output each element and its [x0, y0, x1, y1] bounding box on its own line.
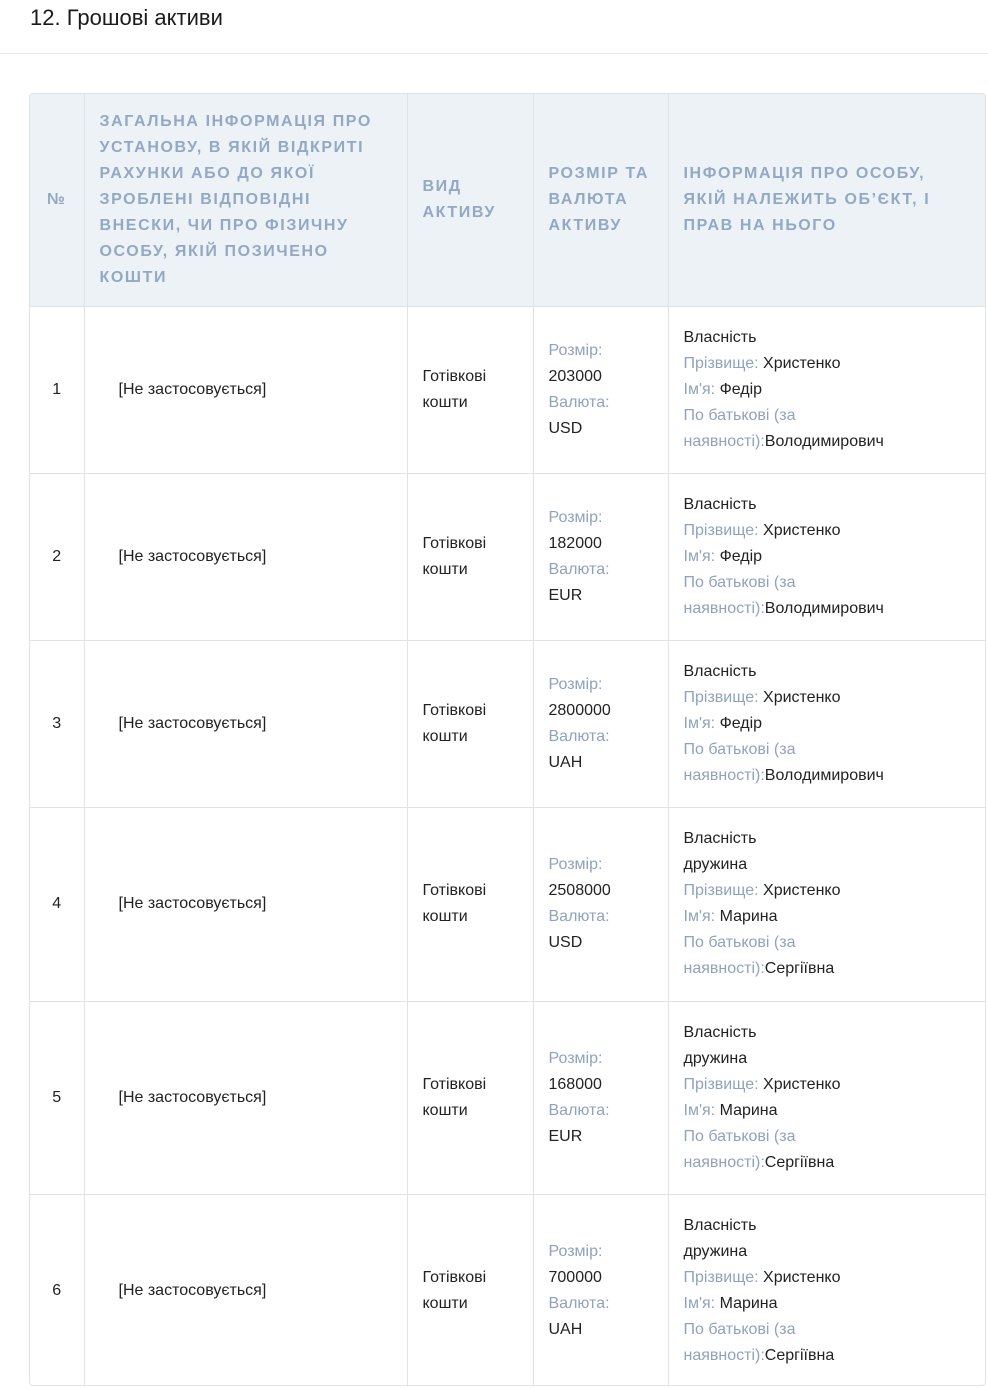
- size-value: 182000: [548, 534, 602, 552]
- cell-owner-info: [668, 807, 985, 1001]
- size-label: Розмір:: [548, 508, 603, 526]
- cell-num: 2: [30, 473, 84, 640]
- cell-amount-currency: [533, 306, 668, 473]
- patronymic-label-1: По батькові (за: [683, 1127, 796, 1145]
- name-value: Марина: [719, 1294, 778, 1312]
- ownership-label: Власність: [683, 662, 757, 680]
- cell-num: 1: [52, 380, 62, 398]
- currency-value: EUR: [548, 1127, 583, 1145]
- cell-institution: [Не застосовується]: [84, 306, 407, 473]
- surname-value: Христенко: [763, 1268, 841, 1286]
- cell-institution: [Не застосовується]: [84, 1001, 407, 1194]
- cell-institution: [Не застосовується]: [84, 640, 407, 807]
- ownership-label: Власність: [683, 495, 757, 513]
- patronymic-label-1: По батькові (за: [683, 1320, 796, 1338]
- name-label: Ім'я:: [683, 1101, 716, 1119]
- size-label: Розмір:: [548, 675, 603, 693]
- cell-num: 5: [30, 1001, 84, 1194]
- patronymic-label-2: наявності):: [683, 1153, 765, 1171]
- surname-label: Прізвище:: [683, 354, 759, 372]
- name-value: Федір: [719, 380, 763, 398]
- name-label: Ім'я:: [683, 1294, 716, 1312]
- patronymic-value: Володимирович: [764, 599, 884, 617]
- table-row: [30, 640, 985, 807]
- header-asset-type: ВИД АКТИВУ: [407, 94, 533, 306]
- section-divider: [0, 53, 988, 54]
- ownership-label: Власність: [683, 1216, 757, 1234]
- cell-institution: [Не застосовується]: [84, 807, 407, 1001]
- section-title: 12. Грошові активи: [30, 5, 223, 30]
- cell-amount-currency: [533, 807, 668, 1001]
- patronymic-label-1: По батькові (за: [683, 406, 796, 424]
- currency-label: Валюта:: [548, 908, 610, 925]
- cell-owner-info: [668, 1194, 985, 1386]
- cell-asset-type: Готівкові кошти: [407, 473, 533, 640]
- name-value: Марина: [719, 1101, 778, 1119]
- size-value: 203000: [548, 367, 602, 385]
- name-value: Марина: [719, 908, 778, 925]
- table-row: [30, 306, 985, 473]
- cell-num: 3: [30, 640, 84, 807]
- currency-value: UAH: [548, 1320, 583, 1338]
- size-value: 2508000: [548, 882, 611, 899]
- patronymic-value: Сергіївна: [764, 1346, 835, 1364]
- currency-label: Валюта:: [548, 560, 610, 578]
- owner-relation: дружина: [683, 1049, 748, 1067]
- patronymic-value: Сергіївна: [764, 1153, 835, 1171]
- patronymic-label-2: наявності):: [683, 766, 765, 784]
- cell-asset-type: Готівкові кошти: [407, 807, 533, 1001]
- cell-owner-info: [668, 473, 985, 640]
- surname-value: Христенко: [763, 354, 841, 372]
- name-label: Ім'я:: [683, 380, 716, 398]
- table-row: [30, 807, 985, 1001]
- size-label: Розмір:: [548, 341, 603, 359]
- monetary-assets-table-container: [29, 93, 986, 1386]
- size-label: Розмір:: [548, 1242, 603, 1260]
- currency-value: USD: [548, 934, 583, 951]
- cell-owner-info: [668, 1001, 985, 1194]
- patronymic-value: Володимирович: [764, 766, 884, 784]
- cell-owner-info: [668, 306, 985, 473]
- monetary-assets-table: [30, 94, 985, 1386]
- currency-label: Валюта:: [548, 393, 610, 411]
- currency-label: Валюта:: [548, 1101, 610, 1119]
- surname-label: Прізвище:: [683, 1075, 759, 1093]
- header-num: №: [30, 94, 84, 306]
- table-row: [30, 1194, 985, 1386]
- patronymic-label-1: По батькові (за: [683, 934, 796, 951]
- header-amount-currency: РОЗМІР ТА ВАЛЮТА АКТИВУ: [533, 94, 668, 306]
- header-institution: ЗАГАЛЬНА ІНФОРМАЦІЯ ПРО УСТАНОВУ, В ЯКІЙ ВІДКРИТІ РАХУНКИ АБО ДО ЯКОЇ ЗРОБЛЕНІ ВІДПОВІДНІ ВНЕСКИ, ЧИ ПРО ФІЗИЧНУ ОСОБУ, ЯКІЙ ПОЗИЧЕНО КОШТИ: [84, 94, 407, 306]
- currency-label: Валюта:: [548, 1294, 610, 1312]
- name-label: Ім'я:: [683, 714, 716, 732]
- surname-label: Прізвище:: [683, 882, 759, 899]
- cell-institution: [Не застосовується]: [84, 473, 407, 640]
- cell-amount-currency: [533, 473, 668, 640]
- cell-owner-info: [668, 640, 985, 807]
- owner-relation: дружина: [683, 1242, 748, 1260]
- patronymic-value: Сергіївна: [764, 960, 835, 977]
- table-header-row: [30, 94, 985, 306]
- patronymic-value: Володимирович: [764, 432, 884, 450]
- cell-num: 4: [30, 807, 84, 1001]
- size-label: Розмір:: [548, 1049, 603, 1067]
- name-label: Ім'я:: [683, 908, 716, 925]
- currency-value: UAH: [548, 753, 583, 771]
- currency-value: EUR: [548, 586, 583, 604]
- size-label: Розмір:: [548, 856, 603, 873]
- ownership-label: Власність: [683, 1023, 757, 1041]
- name-label: Ім'я:: [683, 547, 716, 565]
- surname-value: Христенко: [763, 688, 841, 706]
- patronymic-label-2: наявності):: [683, 432, 765, 450]
- cell-asset-type: Готівкові кошти: [407, 306, 533, 473]
- patronymic-label-2: наявності):: [683, 599, 765, 617]
- cell-num: 6: [30, 1194, 84, 1386]
- owner-relation: дружина: [683, 856, 748, 873]
- surname-value: Христенко: [763, 882, 841, 899]
- patronymic-label-1: По батькові (за: [683, 573, 796, 591]
- surname-label: Прізвище:: [683, 688, 759, 706]
- cell-asset-type: Готівкові кошти: [407, 1194, 533, 1386]
- surname-value: Христенко: [763, 521, 841, 539]
- patronymic-label-2: наявності):: [683, 1346, 765, 1364]
- patronymic-label-1: По батькові (за: [683, 740, 796, 758]
- name-value: Федір: [719, 714, 763, 732]
- cell-asset-type: Готівкові кошти: [407, 1001, 533, 1194]
- ownership-label: Власність: [683, 328, 757, 346]
- surname-value: Христенко: [763, 1075, 841, 1093]
- size-value: 168000: [548, 1075, 602, 1093]
- cell-amount-currency: [533, 1194, 668, 1386]
- cell-asset-type: Готівкові кошти: [407, 640, 533, 807]
- size-value: 700000: [548, 1268, 602, 1286]
- currency-value: USD: [548, 419, 583, 437]
- header-owner-info: ІНФОРМАЦІЯ ПРО ОСОБУ, ЯКІЙ НАЛЕЖИТЬ ОБ’ЄКТ, І ПРАВ НА НЬОГО: [668, 94, 985, 306]
- name-value: Федір: [719, 547, 763, 565]
- surname-label: Прізвище:: [683, 1268, 759, 1286]
- cell-amount-currency: [533, 1001, 668, 1194]
- size-value: 2800000: [548, 701, 611, 719]
- currency-label: Валюта:: [548, 727, 610, 745]
- patronymic-label-2: наявності):: [683, 960, 765, 977]
- cell-amount-currency: [533, 640, 668, 807]
- table-row: [30, 1001, 985, 1194]
- cell-institution: [Не застосовується]: [84, 1194, 407, 1386]
- ownership-label: Власність: [683, 830, 757, 847]
- table-row: [30, 473, 985, 640]
- surname-label: Прізвище:: [683, 521, 759, 539]
